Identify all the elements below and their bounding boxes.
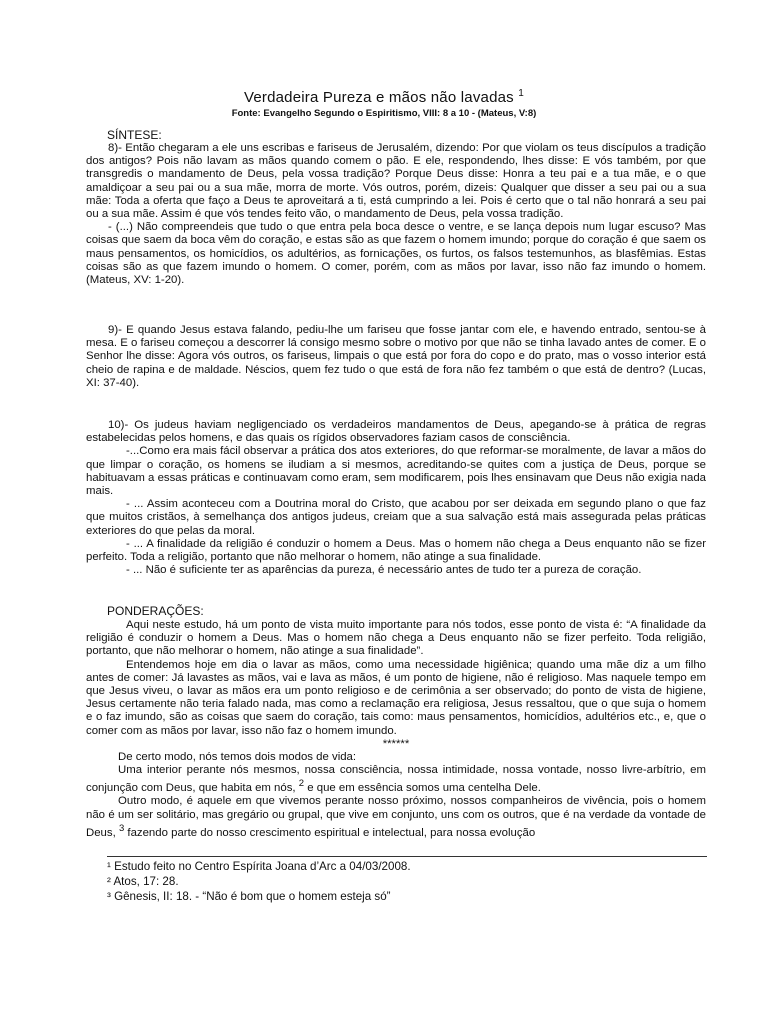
ponderacoes-paragraph-1: Aqui neste estudo, há um ponto de vista muito importante para nós todos, esse ponto de vista é: “A finalidade da religião é conduzir o homem a Deus. Mas o homem não chega a Deus enquanto não se fizer perfeito. Toda religião, portanto, que não melhorar o homem, não atinge a sua finalidade”. bbox=[86, 619, 706, 658]
paragraph-8b: - (...) Não compreendeis que tudo o que entra pela boca desce o ventre, e se lança depois num lugar escuso? Mas coisas que saem da boca vêm do coração, e estas são as que fazem o homem imundo; porque do coração é que saem os maus pensamentos, os homicídios, os adultérios, as fornicações, os furtos, os falsos testemunhos, as blasfêmias. Estas coisas são as que fazem imundo o homem. O comer, porém, com as mãos por lavar, isso não faz imundo o homem. (Mateus, XV: 1-20). bbox=[86, 221, 706, 287]
ponderacoes-heading: PONDERAÇÕES: bbox=[107, 604, 204, 618]
sintese-heading: SÍNTESE: bbox=[107, 128, 162, 142]
section-separator: ****** bbox=[382, 737, 410, 750]
title-text: Verdadeira Pureza e mãos não lavadas bbox=[243, 89, 514, 106]
p4-text-a: Uma interior perante nós mesmos, nossa consciência, nossa intimidade, nossa vontade, nosso livre-arbítrio, em conjunção com Deus, que habita em nós, bbox=[86, 764, 706, 795]
paragraph-10-block bbox=[86, 419, 706, 577]
document-title bbox=[0, 88, 768, 106]
title-footnote-ref: 1 bbox=[518, 88, 524, 99]
source-line: Fonte: Evangelho Segundo o Espiritismo, VIII: 8 a 10 - (Mateus, V:8) bbox=[231, 108, 537, 119]
footnotes bbox=[107, 856, 707, 904]
footnote-ref-2: 2 bbox=[298, 778, 305, 790]
ponderacoes-section bbox=[86, 619, 706, 840]
p5-text-a: Outro modo, é aquele em que vivemos perante nosso próximo, nossos companheiros de vivência, pois o homem não é um ser solitário, mas gregário ou grupal, que vive em conjunto, uns com os outros, que é na verdade da vontade de Deus, bbox=[86, 795, 706, 839]
paragraph-10d: - ... Não é suficiente ter as aparências da pureza, é necessário antes de tudo ter a pureza de coração. bbox=[126, 564, 642, 577]
ponderacoes-paragraph-2: Entendemos hoje em dia o lavar as mãos, como uma necessidade higiênica; quando uma mãe diz a um filho antes de comer: Já lavastes as mãos, vai e lava as mãos, é um ponto de higiene, não é religioso. Mas naquele tempo em que Jesus viveu, o lavar as mãos era um ponto religioso e de cerimônia a ser observado; do ponto de vista de higiene, Jesus certamente não teria falado nada, mas como a reclamação era religiosa, Jesus ressaltou, que o que suja o homem e o faz imundo, são as coisas que saem do coração, tais como: maus pensamentos, homicídios, adultérios etc., e, que o comer com as mãos por lavar, isso não faz o homem imundo. bbox=[86, 658, 706, 737]
paragraph-8: 8)- Então chegaram a ele uns escribas e fariseus de Jerusalém, dizendo: Por que violam os teus discípulos a tradição dos antigos? Pois não lavam as mãos quando comem o pão. E ele, respondendo, lhes disse: E vós também, por que transgredis o mandamento de Deus, pela vossa tradição? Porque Deus disse: Honra a teu pai e a tua mãe, e o que amaldiçoar a seu pai ou a sua mãe, morra de morte. Vós outros, porém, dizeis: Qualquer que disser a seu pai ou a sua mãe: Toda a oferta que faço a Deus te aproveitará a ti, está cumprindo a lei. Pois é certo que o tal não honrará a seu pai ou a sua mãe. Assim é que vós tendes feito vão, o mandamento de Deus, pela vossa tradição. bbox=[86, 142, 706, 221]
paragraph-10: 10)- Os judeus haviam negligenciado os verdadeiros mandamentos de Deus, apegando-se à prática de regras estabelecidas pelos homens, e das quais os rígidos observadores faziam casos de consciência. bbox=[86, 419, 706, 445]
paragraph-9: 9)- E quando Jesus estava falando, pediu-lhe um fariseu que fosse jantar com ele, e havendo entrado, sentou-se à mesa. E o fariseu começou a descorrer lá consigo mesmo sobre o motivo por que não se tinha lavado antes de comer. E o Senhor lhe disse: Agora vós outros, os fariseus, limpais o que está por fora do copo e do prato, mas o vosso interior está cheio de rapina e de maldade. Néscios, quem fez tudo o que está de fora não fez também o que está de dentro? (Lucas, XI: 37-40). bbox=[86, 324, 706, 389]
ponderacoes-paragraph-5 bbox=[86, 795, 706, 839]
p5-text-b: fazendo parte do nosso crescimento espiritual e intelectual, para nossa evolução bbox=[127, 826, 536, 839]
paragraph-9-block bbox=[86, 324, 706, 390]
paragraph-10a: -...Como era mais fácil observar a prática dos atos exteriores, do que reformar-se moralmente, de lavar a mãos do que limpar o coração, os homens se iludiam a si mesmos, acreditando-se quites com a justiça de Deus, porque se habituavam a essas práticas e continuavam como eram, sem modificarem, pois lhes ensinavam que Deus não exigia nada mais. bbox=[86, 445, 706, 498]
footnote-3: ³ Gênesis, II: 18. - “Não é bom que o homem esteja só” bbox=[107, 890, 391, 903]
sintese-section bbox=[86, 142, 706, 287]
p4-text-b: e que em essência somos uma centelha Dele. bbox=[307, 782, 541, 795]
footnote-ref-3: 3 bbox=[118, 822, 125, 834]
paragraph-10b: - ... Assim aconteceu com a Doutrina moral do Cristo, que acabou por ser deixada em segundo plano o que faz que muitos cristãos, à semelhança dos antigos judeus, creiam que a sua salvação está mais assegurada pelas práticas exteriores do que pelas da moral. bbox=[86, 498, 706, 537]
ponderacoes-paragraph-3: De certo modo, nós temos dois modos de vida: bbox=[118, 751, 357, 764]
footnote-2: ² Atos, 17: 28. bbox=[107, 875, 179, 888]
ponderacoes-paragraph-4 bbox=[86, 764, 706, 795]
footnote-1: ¹ Estudo feito no Centro Espírita Joana d’Arc a 04/03/2008. bbox=[107, 860, 411, 873]
paragraph-10c: - ... A finalidade da religião é conduzir o homem a Deus. Mas o homem não chega a Deus enquanto não se fizer perfeito. Toda a religião, portanto que não melhorar o homem, não atinge a sua finalidade. bbox=[86, 537, 706, 564]
